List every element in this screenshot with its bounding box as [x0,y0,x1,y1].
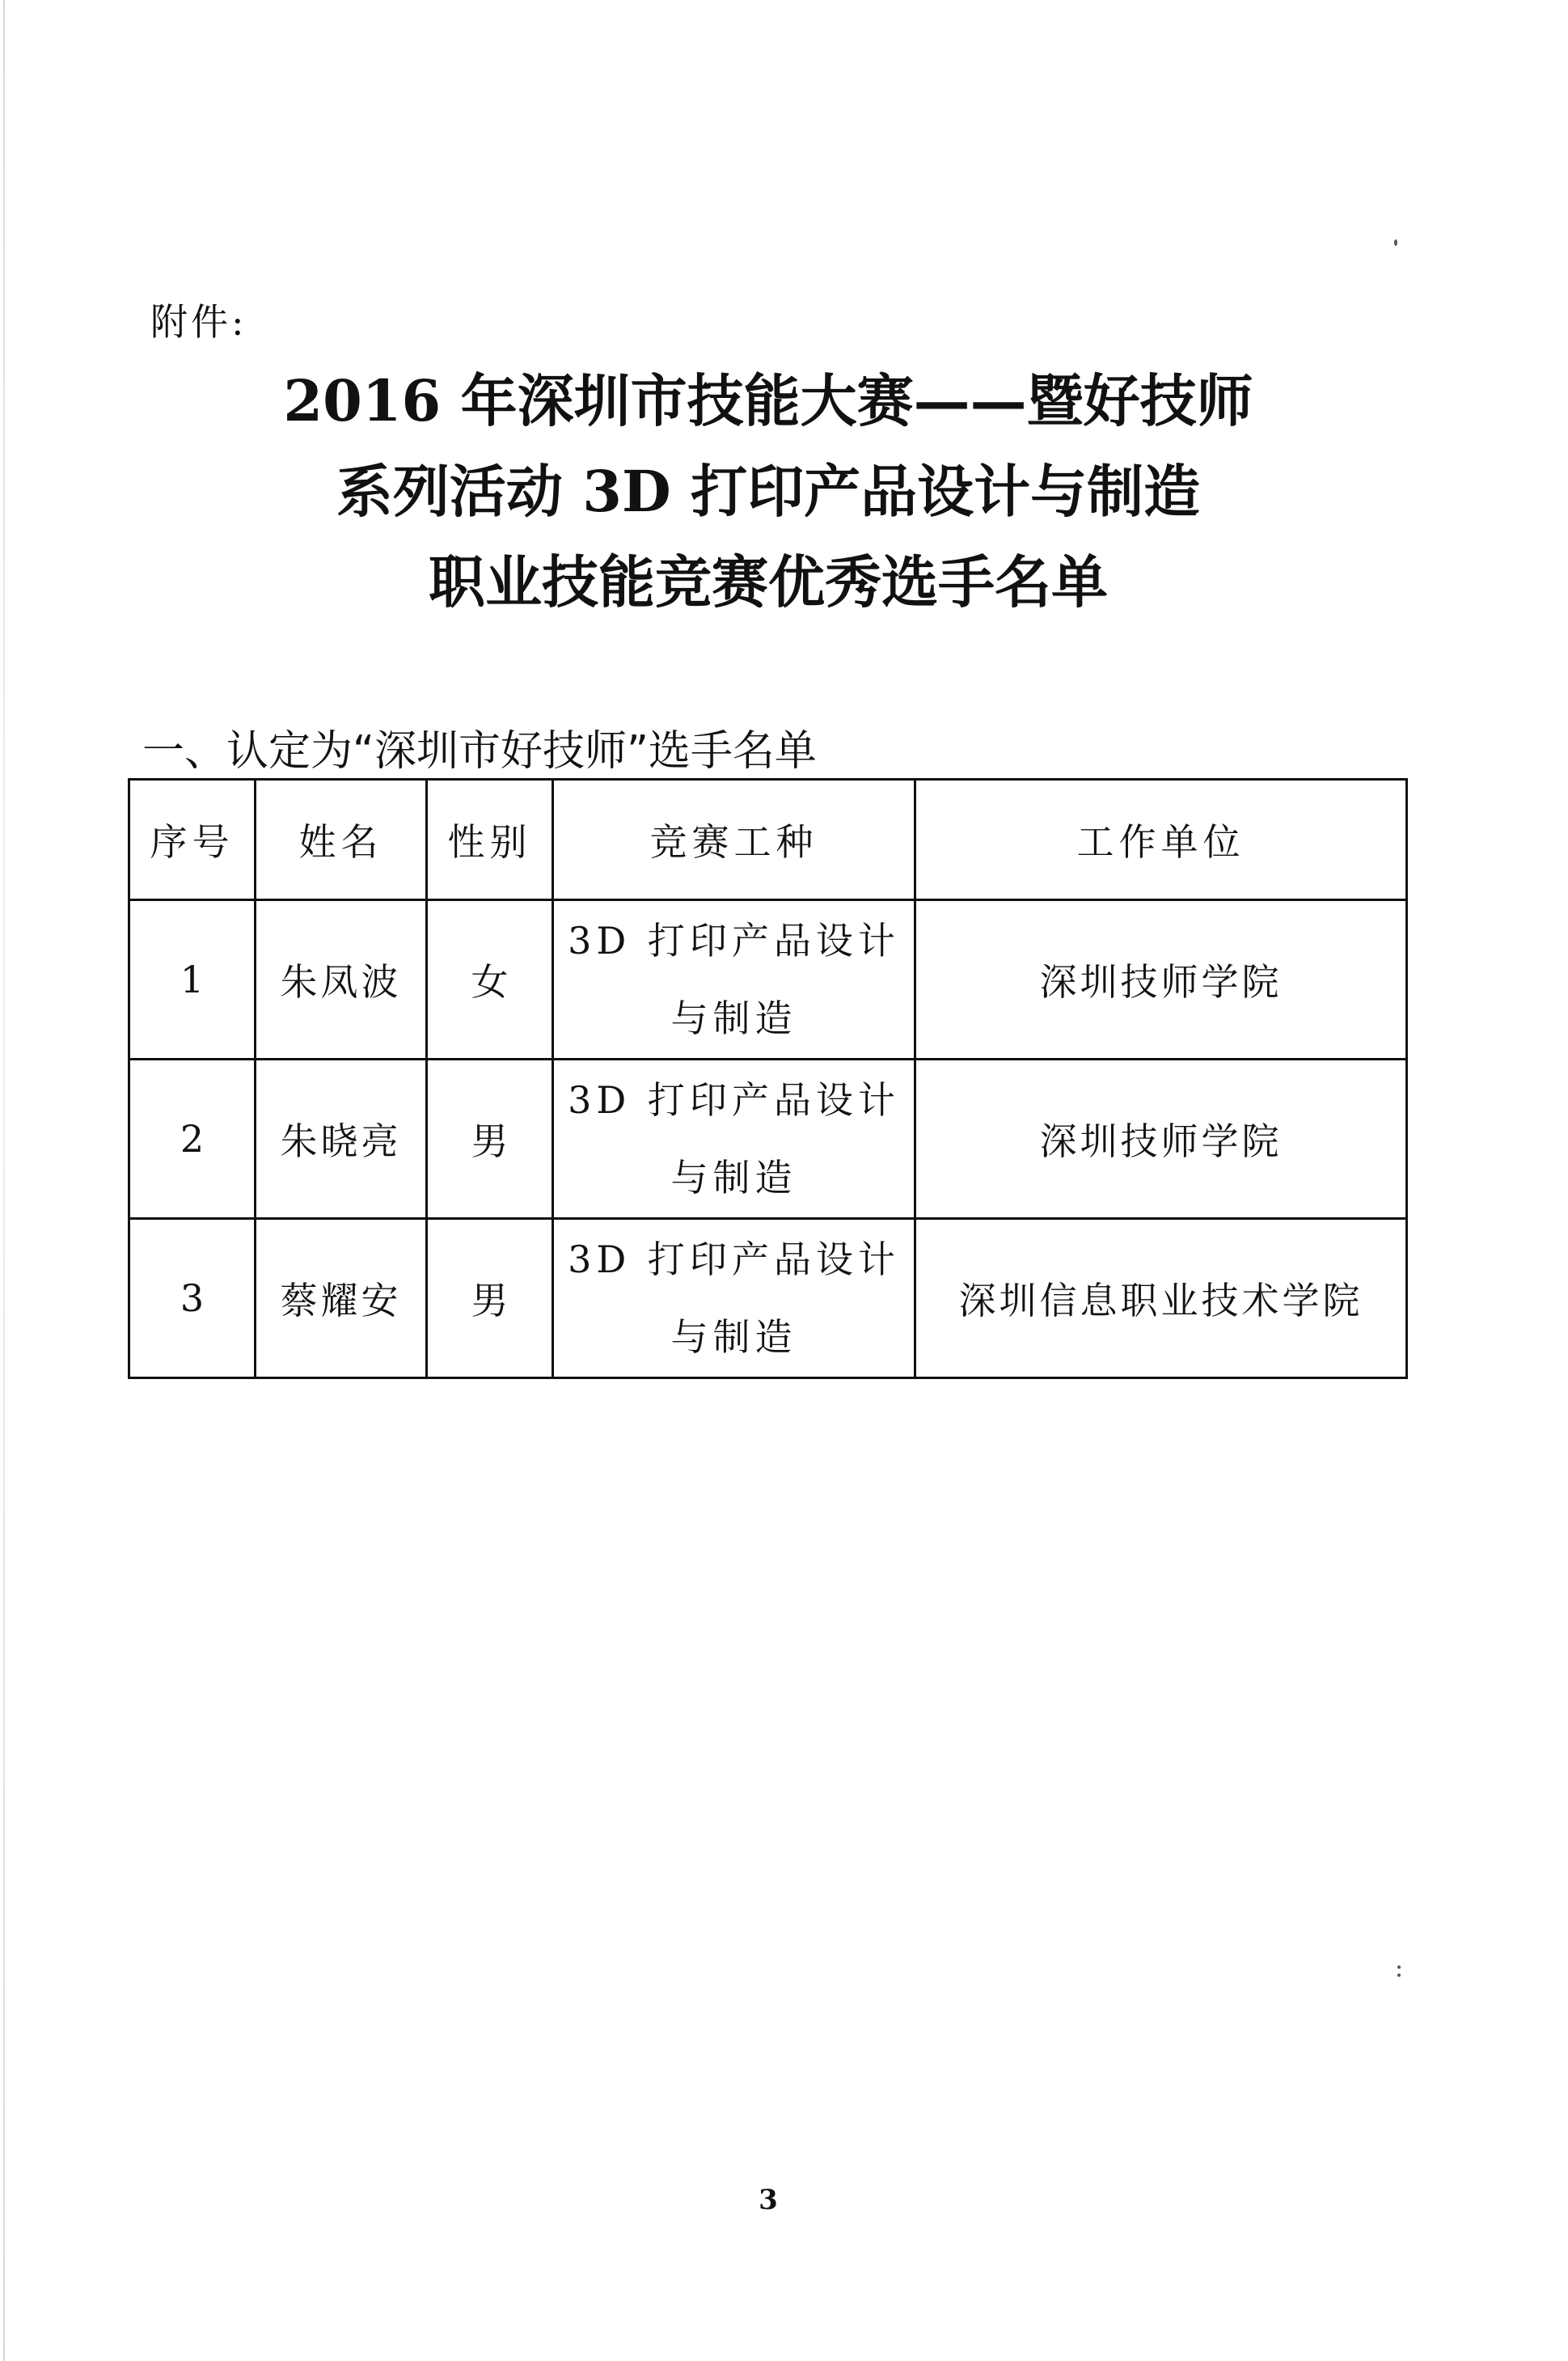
header-trade: 竞赛工种 [553,780,915,900]
trade-line-2: 与制造 [670,1156,797,1200]
winners-table [128,778,1408,1379]
table-row [129,900,1407,1060]
scan-speck [1394,239,1397,246]
cell-gender: 女 [427,900,553,1060]
trade-line-2: 与制造 [670,996,797,1040]
trade-line-1: 3D 打印产品设计 [568,919,900,963]
trade-line-1: 3D 打印产品设计 [568,1078,900,1122]
header-name: 姓名 [256,780,427,900]
scan-speck [1397,1965,1401,1969]
header-gender: 性别 [427,780,553,900]
table-row [129,1060,1407,1219]
cell-seq: 3 [129,1219,256,1378]
scan-speck [1397,1974,1401,1977]
cell-unit: 深圳信息职业技术学院 [915,1219,1407,1378]
title-line-2: 系列活动 3D 打印产品设计与制造 [336,458,1201,525]
cell-gender: 男 [427,1060,553,1219]
title-line-3: 职业技能竞赛优秀选手名单 [429,548,1108,616]
cell-trade [553,900,915,1060]
cell-seq: 1 [129,900,256,1060]
attachment-label: 附件: [150,300,247,344]
table-row [129,1219,1407,1378]
cell-gender: 男 [427,1219,553,1378]
table-header-row [129,780,1407,900]
trade-line-1: 3D 打印产品设计 [568,1238,900,1281]
cell-unit: 深圳技师学院 [915,900,1407,1060]
header-unit: 工作单位 [915,780,1407,900]
cell-unit: 深圳技师学院 [915,1060,1407,1219]
page-number: 3 [759,2184,778,2216]
trade-line-2: 与制造 [670,1315,797,1359]
document-title [0,356,1536,628]
cell-name: 朱凤波 [256,900,427,1060]
cell-trade [553,1219,915,1378]
cell-trade [553,1060,915,1219]
header-seq: 序号 [129,780,256,900]
title-line-1: 2016 年深圳市技能大赛——暨好技师 [283,367,1253,434]
cell-seq: 2 [129,1060,256,1219]
scan-edge-shadow [3,0,5,2361]
section-heading: 一、认定为“深圳市好技师”选手名单 [142,727,817,776]
cell-name: 蔡耀安 [256,1219,427,1378]
cell-name: 朱晓亮 [256,1060,427,1219]
